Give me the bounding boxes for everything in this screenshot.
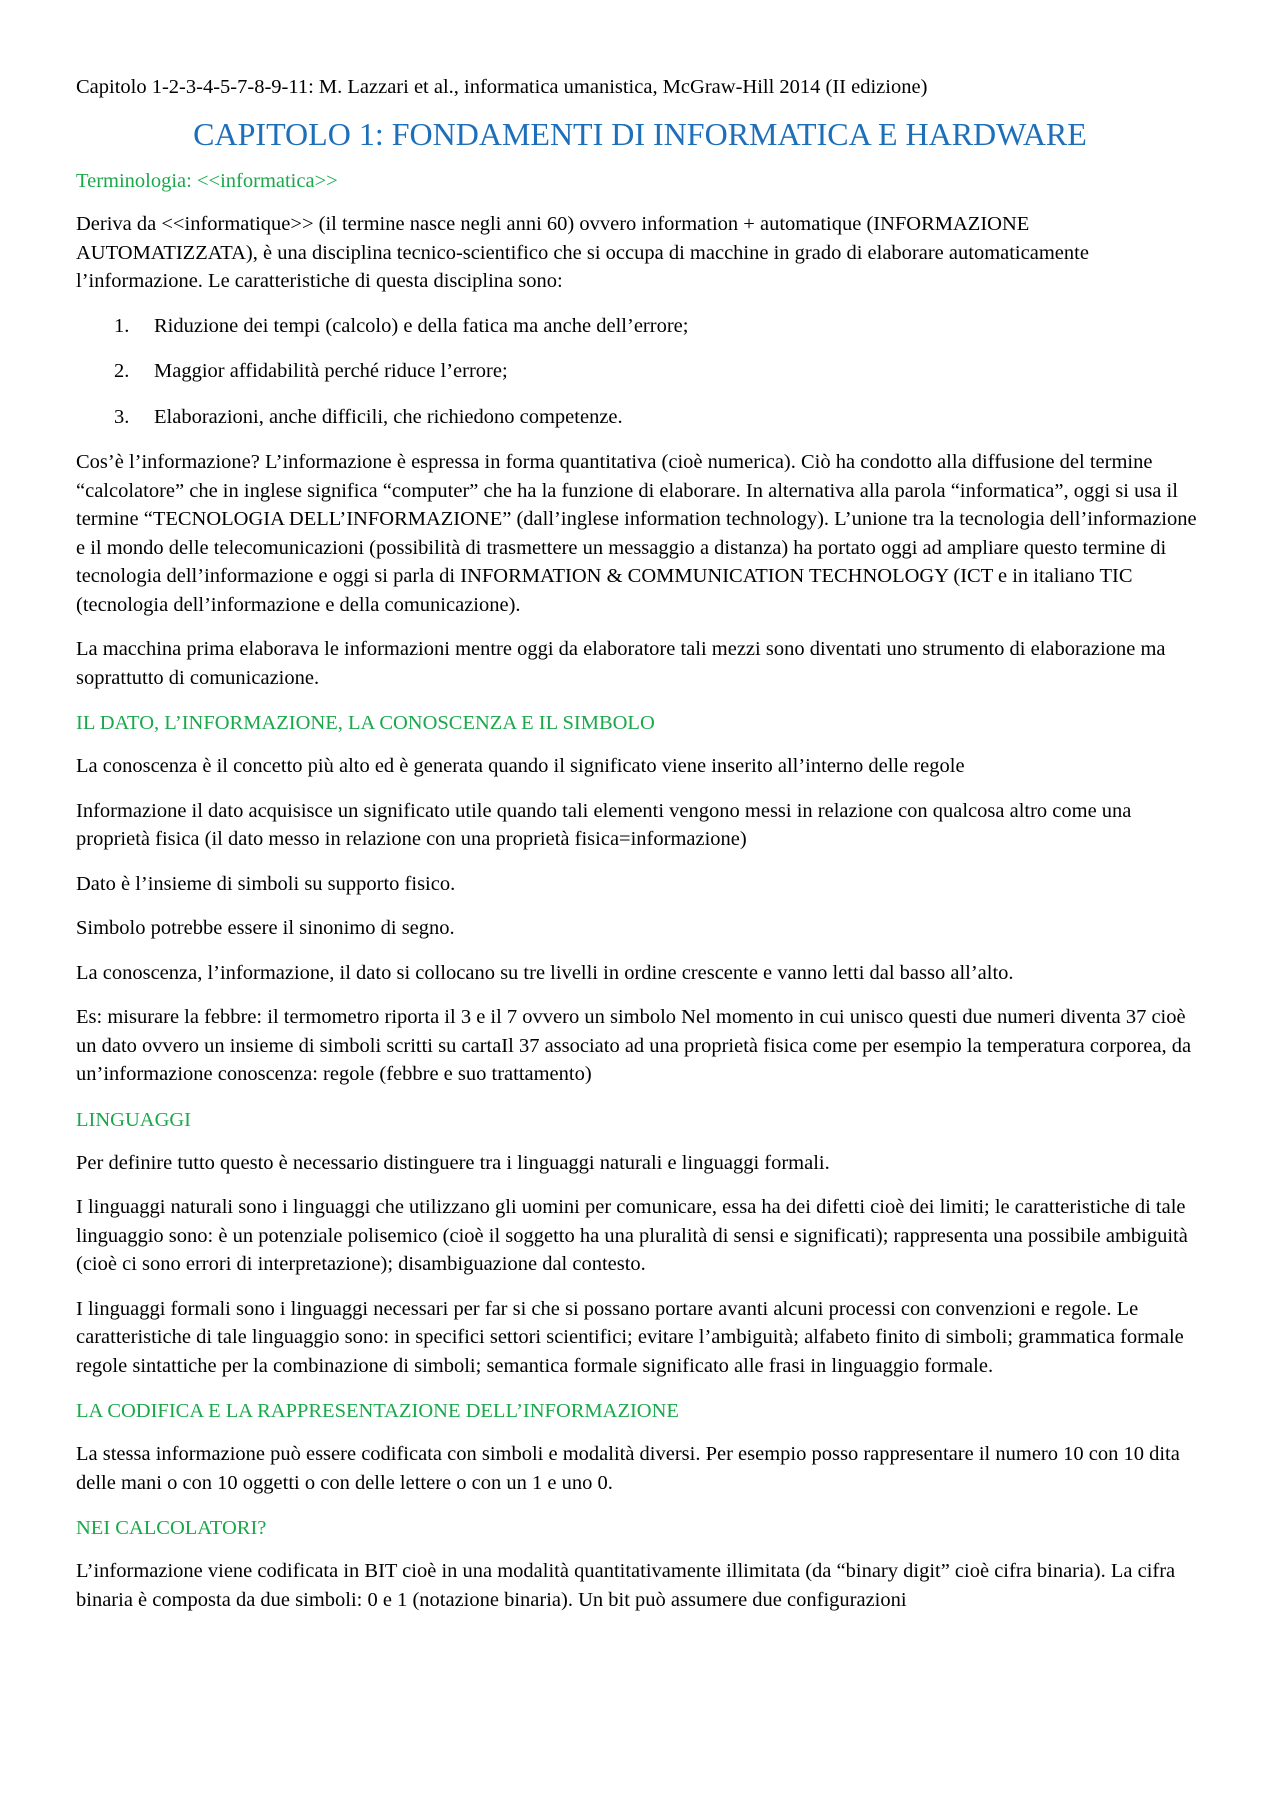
- list-item-text: Maggior affidabilità perché riduce l’errore;: [154, 360, 508, 382]
- chapter-title: CAPITOLO 1: FONDAMENTI DI INFORMATICA E HARDWARE: [193, 116, 1087, 152]
- paragraph: Per definire tutto questo è necessario distinguere tra i linguaggi naturali e linguaggi formali.: [76, 1151, 830, 1174]
- list-item-text: Elaborazioni, anche difficili, che richiedono competenze.: [154, 405, 623, 428]
- paragraph: La conoscenza, l’informazione, il dato si collocano su tre livelli in ordine crescente e vanno letti dal basso all’alto.: [76, 961, 1014, 984]
- list-number: 3.: [114, 405, 130, 428]
- section-heading-terminologia: Terminologia: <<informatica>>: [76, 170, 338, 192]
- paragraph: Dato è l’insieme di simboli su supporto fisico.: [76, 872, 456, 895]
- paragraph: I linguaggi formali sono i linguaggi necessari per far si che si possano portare avanti alcuni processi con convenzioni e regole. Le caratteristiche di tale linguaggio sono: in specifici settori scientifici; evitare l’ambiguità; alfabeto finito di simboli; grammatica formale regole sintattiche per la combinazione di simboli; semantica formale significato alle frasi in linguaggio formale.: [76, 1297, 1184, 1377]
- paragraph: Es: misurare la febbre: il termometro riporta il 3 e il 7 ovvero un simbolo Nel momento in cui unisco questi due numeri diventa 37 cioè un dato ovvero un insieme di simboli scritti su cartaIl 37 associato ad una proprietà fisica come per esempio la temperatura corporea, da un’informazione conoscenza: regole (febbre e suo trattamento): [76, 1006, 1192, 1085]
- paragraph: L’informazione viene codificata in BIT cioè in una modalità quantitativamente illimitata (da “binary digit” cioè cifra binaria). La cifra binaria è composta da due simboli: 0 e 1 (notazione binaria). Un bit può assumere due configurazioni: [76, 1560, 1176, 1611]
- list-item-text: Riduzione dei tempi (calcolo) e della fatica ma anche dell’errore;: [154, 314, 689, 337]
- paragraph: La macchina prima elaborava le informazioni mentre oggi da elaboratore tali mezzi sono diventati uno strumento di elaborazione ma soprattutto di comunicazione.: [76, 638, 1166, 689]
- list-item: [76, 312, 1204, 341]
- section-heading-codifica: LA CODIFICA E LA RAPPRESENTAZIONE DELL’INFORMAZIONE: [76, 1400, 679, 1422]
- paragraph: La stessa informazione può essere codificata con simboli e modalità diversi. Per esempio posso rappresentare il numero 10 con 10 dita delle mani o con 10 oggetti o con delle lettere o con un 1 e uno 0.: [76, 1443, 1180, 1494]
- bibliographic-reference: Capitolo 1-2-3-4-5-7-8-9-11: M. Lazzari et al., informatica umanistica, McGraw-Hill 2014 (II edizione): [76, 76, 928, 98]
- section-heading-dato: IL DATO, L’INFORMAZIONE, LA CONOSCENZA E IL SIMBOLO: [76, 712, 655, 734]
- section-heading-calcolatori: NEI CALCOLATORI?: [76, 1517, 267, 1539]
- paragraph: Informazione il dato acquisisce un significato utile quando tali elementi vengono messi in relazione con qualcosa altro come una proprietà fisica (il dato messo in relazione con una proprietà fisica=informazione): [76, 799, 1132, 850]
- list-number: 1.: [114, 314, 130, 337]
- paragraph: Simbolo potrebbe essere il sinonimo di segno.: [76, 917, 455, 939]
- characteristics-list: [76, 312, 1204, 432]
- paragraph: Cos’è l’informazione? L’informazione è espressa in forma quantitativa (cioè numerica). Ciò ha condotto alla diffusione del termine “calcolatore” che in inglese significa “computer” che ha la funzione di elaborare. In alternativa alla parola “informatica”, oggi si usa il termine “TECNOLOGIA DELL’INFORMAZIONE” (dall’inglese information technology). L’unione tra la tecnologia dell’informazione e il mondo delle telecomunicazioni (possibilità di trasmettere un messaggio a distanza) ha portato oggi ad ampliare questo termine di tecnologia dell’informazione e oggi si parla di INFORMATION & COMMUNICATION TECHNOLOGY (ICT e in italiano TIC (tecnologia dell’informazione e della comunicazione).: [76, 451, 1197, 616]
- list-number: 2.: [114, 360, 130, 382]
- section-heading-linguaggi: LINGUAGGI: [76, 1108, 192, 1131]
- paragraph: I linguaggi naturali sono i linguaggi che utilizzano gli uomini per comunicare, essa ha dei difetti cioè dei limiti; le caratteristiche di tale linguaggio sono: è un potenziale polisemico (cioè il soggetto ha una pluralità di sensi e significati); rappresenta una possibile ambiguità (cioè ci sono errori di interpretazione); disambiguazione dal contesto.: [76, 1196, 1188, 1275]
- paragraph: La conoscenza è il concetto più alto ed è generata quando il significato viene inserito all’interno delle regole: [76, 755, 965, 777]
- paragraph: Deriva da <<informatique>> (il termine nasce negli anni 60) ovvero information + automatique (INFORMAZIONE AUTOMATIZZATA), è una disciplina tecnico-scientifico che si occupa di macchine in grado di elaborare automaticamente l’informazione. Le caratteristiche di questa disciplina sono:: [76, 213, 1089, 292]
- list-item: [76, 403, 1204, 432]
- list-item: [76, 357, 1204, 386]
